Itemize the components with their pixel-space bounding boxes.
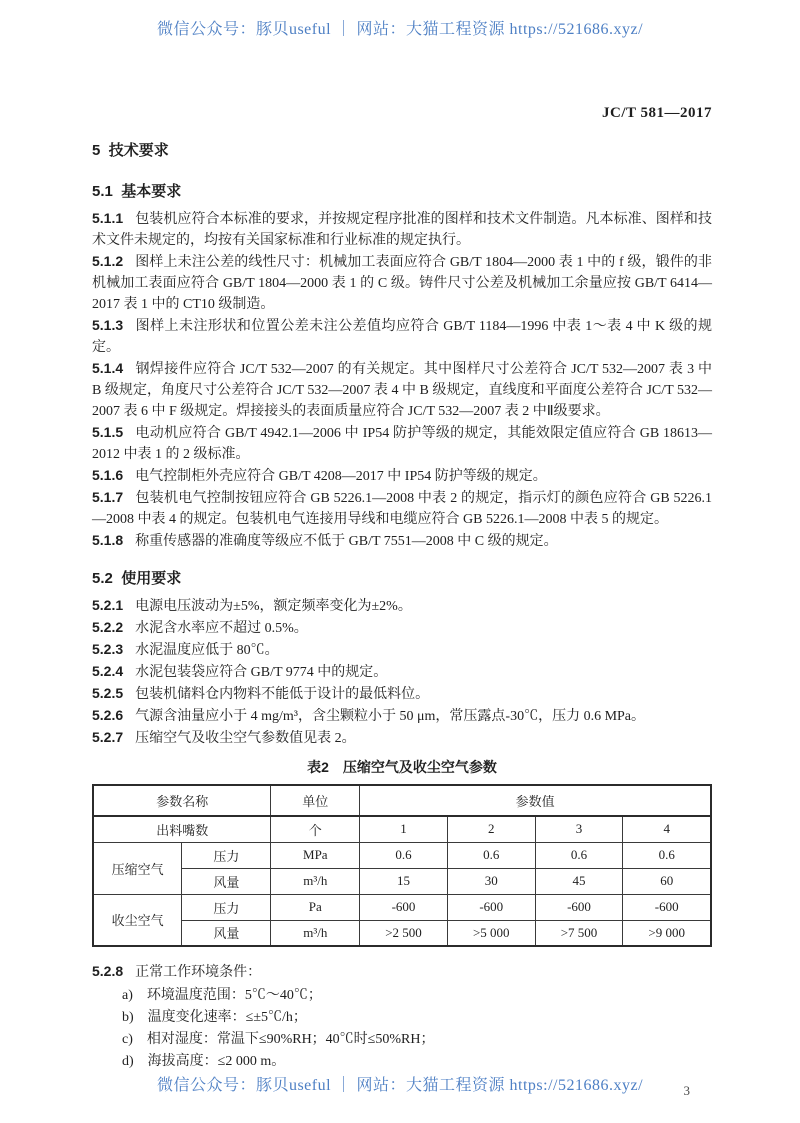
cell-group-dust-air: 收尘空气 — [93, 894, 182, 946]
section-5-2-title: 使用要求 — [121, 570, 182, 587]
clause-text: 钢焊接件应符合 JC/T 532—2007 的有关规定。其中图样尺寸公差符合 JC/T 532—2007 表 3 中 B 级规定，角度尺寸公差符合 JC/T 532—2007 表 4 中 B 级规定，直线度和平面度公差符合 JC/T 532—2007 表 6 中 F 级规定。焊接接头的表面质量应符合 JC/T 532—2007 表 2 中Ⅱ级要求。 — [92, 362, 712, 419]
table-row-nozzle-count — [93, 816, 711, 842]
cell-nozzle-4: 4 — [623, 816, 711, 842]
cell-value: -600 — [360, 894, 448, 920]
list-item-a — [92, 985, 712, 1007]
cell-row-unit: m³/h — [271, 868, 360, 894]
th-param-value: 参数值 — [360, 785, 711, 816]
section-5-heading — [92, 140, 712, 161]
clause-number: 5.2.1 — [92, 597, 124, 613]
clause-number: 5.2.6 — [92, 707, 124, 723]
cell-row-label: 压力 — [182, 894, 271, 920]
clause-5-2-6 — [92, 705, 712, 727]
clause-5-1-1 — [92, 208, 712, 251]
list-item-c — [92, 1029, 712, 1051]
th-param-name: 参数名称 — [93, 785, 271, 816]
section-5-number: 5 — [92, 142, 101, 159]
clause-number: 5.2.2 — [92, 619, 124, 635]
clause-5-2-4 — [92, 661, 712, 683]
clause-5-2-1 — [92, 595, 712, 617]
clause-number: 5.2.7 — [92, 729, 124, 745]
cell-value: >9 000 — [623, 920, 711, 946]
section-5-title: 技术要求 — [108, 142, 169, 159]
list-marker: b) — [122, 1010, 134, 1025]
clause-number: 5.1.4 — [92, 360, 124, 376]
watermark-header: 微信公众号：豚贝useful ｜ 网站：大猫工程资源 https://521686.xyz/ — [156, 21, 644, 38]
clause-5-1-5 — [92, 422, 712, 465]
cell-value: -600 — [623, 894, 711, 920]
page-number: 3 — [683, 1083, 690, 1098]
cell-nozzle-1: 1 — [360, 816, 448, 842]
clause-text: 压缩空气及收尘空气参数值见表 2。 — [135, 731, 356, 746]
page-content — [92, 103, 712, 1099]
cell-value: 0.6 — [623, 842, 711, 868]
cell-value: >2 500 — [360, 920, 448, 946]
list-item-text: 海拔高度：≤2 000 m。 — [147, 1054, 286, 1069]
table-row-compressed-air-flow — [93, 868, 711, 894]
clause-5-1-3 — [92, 315, 712, 358]
cell-value: 15 — [360, 868, 448, 894]
list-marker: d) — [122, 1054, 134, 1069]
section-5-2-heading — [92, 568, 712, 589]
cell-nozzle-3: 3 — [535, 816, 623, 842]
clause-5-1-6 — [92, 465, 712, 487]
section-5-2-number: 5.2 — [92, 570, 113, 587]
clause-text: 图样上未注形状和位置公差未注公差值均应符合 GB/T 1184—1996 中表 1～表 4 中 K 级的规定。 — [92, 319, 712, 355]
clause-5-1-2 — [92, 251, 712, 315]
clause-text: 气源含油量应小于 4 mg/m³，含尘颗粒小于 50 μm，常压露点-30℃，压力 0.6 MPa。 — [135, 709, 646, 724]
cell-value: 30 — [447, 868, 535, 894]
table-row-dust-air-flow — [93, 920, 711, 946]
clause-5-1-7 — [92, 487, 712, 530]
environment-conditions-list — [92, 985, 712, 1073]
cell-nozzle-label: 出料嘴数 — [93, 816, 271, 842]
section-5-1-title: 基本要求 — [121, 183, 182, 200]
clause-text: 称重传感器的准确度等级应不低于 GB/T 7551—2008 中 C 级的规定。 — [135, 534, 558, 549]
clause-number: 5.1.2 — [92, 253, 124, 269]
clause-text: 图样上未注公差的线性尺寸：机械加工表面应符合 GB/T 1804—2000 表 1 中的 f 级，锻件的非机械加工表面应符合 GB/T 1804—2000 表 1 的 C 级。铸件尺寸公差及机械加工余量应按 GB/T 6414—2017 表 1 中的 CT10 级制造。 — [92, 255, 712, 312]
cell-value: -600 — [535, 894, 623, 920]
clause-text: 正常工作环境条件： — [135, 965, 262, 980]
clause-text: 包装机应符合本标准的要求，并按规定程序批准的图样和技术文件制造。凡本标准、图样和技术文件未规定的，均按有关国家标准和行业标准的规定执行。 — [92, 212, 712, 248]
clauses-5-1 — [92, 208, 712, 552]
clause-number: 5.1.1 — [92, 210, 124, 226]
cell-value: 60 — [623, 868, 711, 894]
clause-5-2-2 — [92, 617, 712, 639]
clause-text: 包装机储料仓内物料不能低于设计的最低料位。 — [135, 687, 430, 702]
cell-value: 0.6 — [447, 842, 535, 868]
table-header-row — [93, 785, 711, 816]
cell-value: >5 000 — [447, 920, 535, 946]
clause-5-2-3 — [92, 639, 712, 661]
clause-5-2-7 — [92, 727, 712, 749]
cell-value: >7 500 — [535, 920, 623, 946]
list-item-text: 温度变化速率：≤±5℃/h； — [147, 1010, 307, 1025]
section-5-1-number: 5.1 — [92, 183, 113, 200]
clause-number: 5.2.5 — [92, 685, 124, 701]
clause-number: 5.1.8 — [92, 532, 124, 548]
cell-value: -600 — [447, 894, 535, 920]
clause-number: 5.2.3 — [92, 641, 124, 657]
clause-text: 水泥含水率应不超过 0.5%。 — [135, 621, 308, 636]
section-5-1-heading — [92, 181, 712, 202]
cell-value: 0.6 — [360, 842, 448, 868]
cell-nozzle-unit: 个 — [271, 816, 360, 842]
table-row-dust-air-pressure — [93, 894, 711, 920]
cell-group-compressed-air: 压缩空气 — [93, 842, 182, 894]
cell-nozzle-2: 2 — [447, 816, 535, 842]
cell-row-label: 压力 — [182, 842, 271, 868]
clause-text: 电气控制柜外壳应符合 GB/T 4208—2017 中 IP54 防护等级的规定。 — [135, 469, 547, 484]
clause-text: 包装机电气控制按钮应符合 GB 5226.1—2008 中表 2 的规定，指示灯的颜色应符合 GB 5226.1—2008 中表 4 的规定。包装机电气连接用导线和电缆应符合 GB 5226.1—2008 中表 5 的规定。 — [92, 491, 712, 527]
list-marker: a) — [122, 988, 133, 1003]
list-item-b — [92, 1007, 712, 1029]
clause-5-1-4 — [92, 358, 712, 422]
table-2-label: 表2 — [307, 759, 329, 775]
clause-number: 5.1.5 — [92, 424, 124, 440]
list-item-text: 相对湿度：常温下≤90%RH；40℃时≤50%RH； — [146, 1032, 435, 1047]
th-unit: 单位 — [271, 785, 360, 816]
clauses-5-2 — [92, 595, 712, 749]
watermark-footer: 微信公众号：豚贝useful ｜ 网站：大猫工程资源 https://521686.xyz/ — [156, 1077, 644, 1094]
clause-5-2-5 — [92, 683, 712, 705]
cell-value: 0.6 — [535, 842, 623, 868]
clause-text: 电源电压波动为±5%，额定频率变化为±2%。 — [135, 599, 412, 614]
table-2-caption: 压缩空气及收尘空气参数 — [342, 759, 497, 775]
doc-number: JC/T 581—2017 — [602, 105, 712, 121]
list-item-text: 环境温度范围：5℃～40℃； — [146, 988, 322, 1003]
cell-row-unit: m³/h — [271, 920, 360, 946]
cell-row-unit: MPa — [271, 842, 360, 868]
table-2-title — [92, 757, 712, 778]
clause-text: 水泥包装袋应符合 GB/T 9774 中的规定。 — [135, 665, 388, 680]
clause-number: 5.2.4 — [92, 663, 124, 679]
clause-number: 5.2.8 — [92, 963, 124, 979]
clause-5-1-8 — [92, 530, 712, 552]
clause-number: 5.1.3 — [92, 317, 124, 333]
clause-5-2-8 — [92, 961, 712, 983]
clause-text: 水泥温度应低于 80℃。 — [135, 643, 279, 658]
table-2 — [92, 784, 712, 947]
clause-number: 5.1.6 — [92, 467, 124, 483]
list-item-d — [92, 1051, 712, 1073]
cell-row-unit: Pa — [271, 894, 360, 920]
clause-number: 5.1.7 — [92, 489, 124, 505]
table-row-compressed-air-pressure — [93, 842, 711, 868]
cell-row-label: 风量 — [182, 920, 271, 946]
clause-text: 电动机应符合 GB/T 4942.1—2006 中 IP54 防护等级的规定，其能效限定值应符合 GB 18613—2012 中表 1 的 2 级标准。 — [92, 426, 712, 462]
cell-row-label: 风量 — [182, 868, 271, 894]
list-marker: c) — [122, 1032, 133, 1047]
cell-value: 45 — [535, 868, 623, 894]
